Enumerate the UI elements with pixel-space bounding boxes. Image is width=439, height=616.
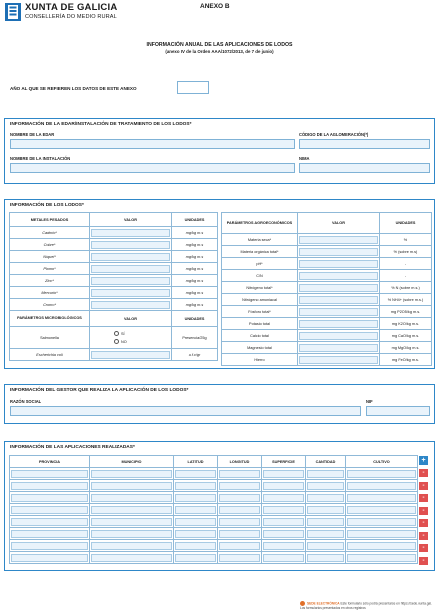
agro-name: Potasio total [222,318,298,330]
edar-section [4,118,435,184]
agro-name: Magnesio total [222,342,298,354]
metal-value-input[interactable] [91,253,170,261]
apps-cell [306,468,346,480]
apps-cell-input[interactable] [347,482,416,490]
agro-value-input[interactable] [299,332,378,340]
agro-value-input[interactable] [299,260,378,268]
edar-section-title: INFORMACIÓN DE LA EDAR/INSTALACIÓN DE TRATAMIENTO DE LOS LODOS* [10,122,192,127]
apps-cell-input[interactable] [307,554,344,562]
agro-value-cell [298,234,380,246]
apps-cell [10,528,90,540]
agro-header-value: VALOR [298,213,380,234]
agro-header-unit: UNIDADES [380,213,432,234]
agro-unit: mg K2O/kg m.s. [380,318,432,330]
footer-text: Este formulario sólo podrá presentarse en https://sede.xunta.gal. Los formularios presentados en otros registros [300,601,432,610]
agro-value-input[interactable] [299,356,378,364]
table-row [10,287,218,299]
footer-brand: SEDE ELECTRÓNICA [307,601,340,606]
agro-unit: - [380,270,432,282]
apps-cell [90,480,174,492]
apps-cell [306,492,346,504]
table-row [222,258,432,270]
apps-cell [174,504,218,516]
agro-value-input[interactable] [299,248,378,256]
apps-cell-input[interactable] [307,518,344,526]
metal-value-cell [90,227,172,239]
apps-cell [218,468,262,480]
salmonella-no-radio[interactable] [114,339,119,344]
apps-cell [262,480,306,492]
salmonella-yes-radio[interactable] [114,331,119,336]
annex-label: ANEXO B [200,3,230,10]
apps-cell [90,528,174,540]
agro-unit: % NH4+ (sobre m.s.) [380,294,432,306]
apps-cell-input[interactable] [175,506,216,514]
apps-cell [90,504,174,516]
apps-cell-input[interactable] [347,494,416,502]
delete-row-button[interactable]: - [419,519,428,527]
ecoli-name: Escherichia coli [10,349,90,361]
table-row [222,270,432,282]
agro-unit: - [380,258,432,270]
table-row [222,234,432,246]
apps-cell [262,504,306,516]
apps-section-title: INFORMACIÓN DE LAS APLICACIONES REALIZADAS* [10,445,135,450]
apps-cell-input[interactable] [11,530,88,538]
installation-name-input[interactable] [10,163,295,173]
salmonella-name: Salmonella [10,327,90,349]
metal-name: Cadmio* [10,227,90,239]
apps-cell [90,516,174,528]
apps-cell-input[interactable] [175,494,216,502]
delete-row-button[interactable]: - [419,469,428,477]
metal-unit: mg/kg m.s [172,239,218,251]
aglomeracion-code-input[interactable] [299,139,430,149]
apps-cell [174,516,218,528]
nima-label: NIMA [299,156,310,161]
agro-value-cell [298,270,380,282]
apps-cell [306,528,346,540]
apps-cell-input[interactable] [219,542,260,550]
agro-header-name: PARÁMETROS AGROECONÓMICOS [222,213,298,234]
org-title: XUNTA DE GALICIA [25,2,118,13]
apps-header-superficie: SUPERFICIE [262,456,306,468]
apps-cell-input[interactable] [175,542,216,550]
apps-cell-input[interactable] [219,482,260,490]
apps-cell-input[interactable] [11,506,88,514]
apps-cell-input[interactable] [219,470,260,478]
nif-input[interactable] [366,406,430,416]
table-row [222,294,432,306]
agro-unit: % N (sobre m.s.) [380,282,432,294]
agro-name: Materia orgánica total* [222,246,298,258]
agro-name: Materia seca* [222,234,298,246]
agro-name: Nitrógeno amoniacal [222,294,298,306]
metal-value-input[interactable] [91,241,170,249]
installation-name-label: NOMBRE DE LA INSTALACIÓN [10,156,71,161]
lodos-section [4,199,435,369]
table-row [222,282,432,294]
apps-header-municipio: MUNICIPIO [90,456,174,468]
apps-cell [218,540,262,552]
apps-cell-input[interactable] [263,506,304,514]
apps-cell-input[interactable] [263,530,304,538]
apps-cell-input[interactable] [175,530,216,538]
apps-cell [174,552,218,564]
apps-cell-input[interactable] [219,518,260,526]
apps-cell-input[interactable] [219,554,260,562]
agro-value-input[interactable] [299,320,378,328]
ecoli-value-cell [90,349,172,361]
agro-unit: % [380,234,432,246]
agro-name: pH* [222,258,298,270]
apps-cell-input[interactable] [91,470,172,478]
metal-name: Plomo* [10,263,90,275]
apps-cell [346,480,418,492]
page-title: INFORMACIÓN ANUAL DE LAS APLICACIONES DE LODOS [146,42,293,48]
apps-header-latitud: LATITUD [174,456,218,468]
apps-cell [218,480,262,492]
apps-cell-input[interactable] [175,470,216,478]
apps-cell-input[interactable] [263,494,304,502]
metal-unit: mg/kg m.s [172,263,218,275]
metal-value-input[interactable] [91,277,170,285]
apps-cell-input[interactable] [263,470,304,478]
table-row [222,342,432,354]
metal-value-input[interactable] [91,301,170,309]
apps-cell [346,468,418,480]
metal-value-cell [90,299,172,311]
apps-cell [218,528,262,540]
apps-cell-input[interactable] [263,518,304,526]
apps-cell [10,468,90,480]
apps-cell [218,504,262,516]
agro-name: Hierro [222,354,298,366]
table-row [10,349,218,361]
org-subtitle: CONSELLERÍA DO MEDIO RURAL [25,14,117,20]
table-row [10,552,418,564]
micro-header-value: VALOR [90,311,172,327]
year-input[interactable] [177,81,209,94]
footer-note [300,601,435,610]
metals-header-name: METALES PESADOS [10,213,90,227]
xunta-logo-icon [5,3,21,21]
apps-cell-input[interactable] [307,494,344,502]
metal-value-cell [90,251,172,263]
metal-value-cell [90,239,172,251]
year-label: AÑO AL QUE SE REFIEREN LOS DATOS DE ESTE ANEXO [10,86,137,91]
gestor-section [4,384,435,424]
micro-header-unit: UNIDADES [172,311,218,327]
apps-cell [306,516,346,528]
agro-unit: mg FeO/kg m.s. [380,354,432,366]
razon-social-label: RAZÓN SOCIAL [10,399,42,404]
apps-cell-input[interactable] [347,542,416,550]
metal-value-cell [90,275,172,287]
apps-cell-input[interactable] [91,482,172,490]
metal-value-input[interactable] [91,265,170,273]
apps-cell-input[interactable] [91,542,172,550]
salmonella-no-label: NO [121,339,127,344]
apps-cell-input[interactable] [91,506,172,514]
apps-section [4,441,435,571]
apps-cell-input[interactable] [263,482,304,490]
lodos-section-title: INFORMACIÓN DE LOS LODOS* [10,203,84,208]
apps-header-cultivo: CULTIVO [346,456,418,468]
apps-cell [174,492,218,504]
apps-cell [218,552,262,564]
metals-header-unit: UNIDADES [172,213,218,227]
metal-name: Cromo* [10,299,90,311]
apps-cell [10,492,90,504]
apps-cell-input[interactable] [307,530,344,538]
apps-cell [346,492,418,504]
agro-value-cell [298,306,380,318]
table-row [222,330,432,342]
apps-cell-input[interactable] [11,482,88,490]
table-row [10,504,418,516]
apps-cell [262,492,306,504]
apps-cell-input[interactable] [307,470,344,478]
razon-social-input[interactable] [10,406,361,416]
agro-name: Nitrógeno total* [222,282,298,294]
delete-row-button[interactable]: - [419,544,428,552]
metals-header-value: VALOR [90,213,172,227]
apps-cell-input[interactable] [263,542,304,550]
apps-cell [90,540,174,552]
apps-cell [10,540,90,552]
metal-value-input[interactable] [91,289,170,297]
apps-header-provincia: PROVINCIA [10,456,90,468]
metal-name: Mercurio* [10,287,90,299]
apps-cell [10,552,90,564]
table-row [222,354,432,366]
agro-value-cell [298,318,380,330]
salmonella-radio-cell [90,327,172,349]
apps-cell-input[interactable] [307,542,344,550]
agro-unit: mg P2O5/kg m.s. [380,306,432,318]
apps-cell [174,480,218,492]
apps-cell-input[interactable] [347,530,416,538]
apps-cell-input[interactable] [11,494,88,502]
agro-value-input[interactable] [299,308,378,316]
metal-name: Zinc* [10,275,90,287]
apps-cell [90,492,174,504]
metal-unit: mg/kg m.s [172,275,218,287]
apps-cell [10,480,90,492]
agro-value-cell [298,294,380,306]
apps-cell [262,540,306,552]
edar-name-label: NOMBRE DE LA EDAR [10,132,55,137]
metal-value-cell [90,263,172,275]
apps-cell [174,468,218,480]
ecoli-unit: u.f.c/gr [172,349,218,361]
agro-table [221,212,432,366]
apps-cell [306,540,346,552]
edar-name-input[interactable] [10,139,295,149]
table-row [10,327,218,349]
delete-row-button[interactable]: - [419,482,428,490]
apps-header-longitud: LONGITUD [218,456,262,468]
apps-cell-input[interactable] [307,482,344,490]
agro-value-cell [298,342,380,354]
agro-value-input[interactable] [299,236,378,244]
apps-cell-input[interactable] [347,506,416,514]
apps-cell [306,552,346,564]
nif-label: NIF [366,399,373,404]
apps-cell [346,528,418,540]
agro-value-input[interactable] [299,344,378,352]
table-row [10,516,418,528]
agro-name: Calcio total [222,330,298,342]
agro-value-cell [298,282,380,294]
table-row [10,251,218,263]
delete-row-button[interactable]: - [419,557,428,565]
apps-cell-input[interactable] [91,494,172,502]
salmonella-yes-label: SÍ [121,331,125,336]
apps-header-cantidad: CANTIDAD [306,456,346,468]
agro-value-cell [298,354,380,366]
apps-cell-input[interactable] [175,554,216,562]
apps-cell [262,552,306,564]
delete-row-button[interactable]: - [419,532,428,540]
apps-cell-input[interactable] [11,542,88,550]
metal-unit: mg/kg m.s [172,287,218,299]
metal-value-input[interactable] [91,229,170,237]
apps-table [9,455,418,564]
ecoli-value-input[interactable] [91,351,170,359]
apps-cell [262,468,306,480]
agro-value-input[interactable] [299,284,378,292]
apps-cell [306,504,346,516]
apps-cell [218,492,262,504]
apps-cell [306,480,346,492]
apps-cell-input[interactable] [263,554,304,562]
apps-cell-input[interactable] [219,494,260,502]
apps-cell [346,552,418,564]
agro-value-cell [298,246,380,258]
agro-unit: mg MgO/kg m.s. [380,342,432,354]
apps-cell [174,528,218,540]
apps-cell [174,540,218,552]
metal-value-cell [90,287,172,299]
table-row [10,492,418,504]
apps-cell-input[interactable] [175,482,216,490]
agro-value-input[interactable] [299,296,378,304]
delete-row-button[interactable]: - [419,494,428,502]
agro-value-cell [298,330,380,342]
nima-input[interactable] [299,163,430,173]
apps-cell-input[interactable] [11,554,88,562]
apps-cell-input[interactable] [11,518,88,526]
apps-cell [10,516,90,528]
metal-name: Níquel* [10,251,90,263]
apps-cell [262,528,306,540]
apps-cell [262,516,306,528]
metal-name: Cobre* [10,239,90,251]
metals-table [9,212,218,361]
agro-name: C/N [222,270,298,282]
table-row [222,306,432,318]
table-row [222,246,432,258]
agro-name: Fósforo total* [222,306,298,318]
table-row [10,528,418,540]
apps-cell-input[interactable] [175,518,216,526]
agro-value-cell [298,258,380,270]
salmonella-unit: Presencia/25g [172,327,218,349]
add-row-button[interactable]: + [419,456,428,465]
micro-header-name: PARÁMETROS MICROBIOLÓGICOS [10,311,90,327]
apps-cell-input[interactable] [91,530,172,538]
apps-cell [90,468,174,480]
aglomeracion-code-label: CÓDIGO DE LA AGLOMERACIÓN(*) [299,132,369,137]
agro-unit: mg CaO/kg m.s. [380,330,432,342]
apps-cell [346,516,418,528]
apps-cell-input[interactable] [347,554,416,562]
apps-cell-input[interactable] [307,506,344,514]
apps-cell-input[interactable] [347,470,416,478]
apps-cell [346,504,418,516]
apps-cell-input[interactable] [219,530,260,538]
table-row [10,480,418,492]
table-row [10,227,218,239]
metal-unit: mg/kg m.s [172,299,218,311]
apps-cell-input[interactable] [91,518,172,526]
apps-cell [346,540,418,552]
apps-cell [218,516,262,528]
delete-row-button[interactable]: - [419,507,428,515]
agro-value-input[interactable] [299,272,378,280]
page-subtitle: (anexo IV de la Orden AAA/1072/2013, de 7 de junio) [165,49,274,54]
table-row [10,540,418,552]
agro-unit: % (sobre m.s) [380,246,432,258]
apps-cell [10,504,90,516]
metal-unit: mg/kg m.s [172,227,218,239]
apps-cell-input[interactable] [91,554,172,562]
table-row [222,318,432,330]
table-row [10,275,218,287]
apps-cell-input[interactable] [219,506,260,514]
table-row [10,299,218,311]
apps-cell-input[interactable] [11,470,88,478]
table-row [10,468,418,480]
apps-cell [90,552,174,564]
table-row [10,263,218,275]
gestor-section-title: INFORMACIÓN DEL GESTOR QUE REALIZA LA APLICACIÓN DE LOS LODOS* [10,388,189,393]
apps-cell-input[interactable] [347,518,416,526]
table-row [10,239,218,251]
metal-unit: mg/kg m.s [172,251,218,263]
